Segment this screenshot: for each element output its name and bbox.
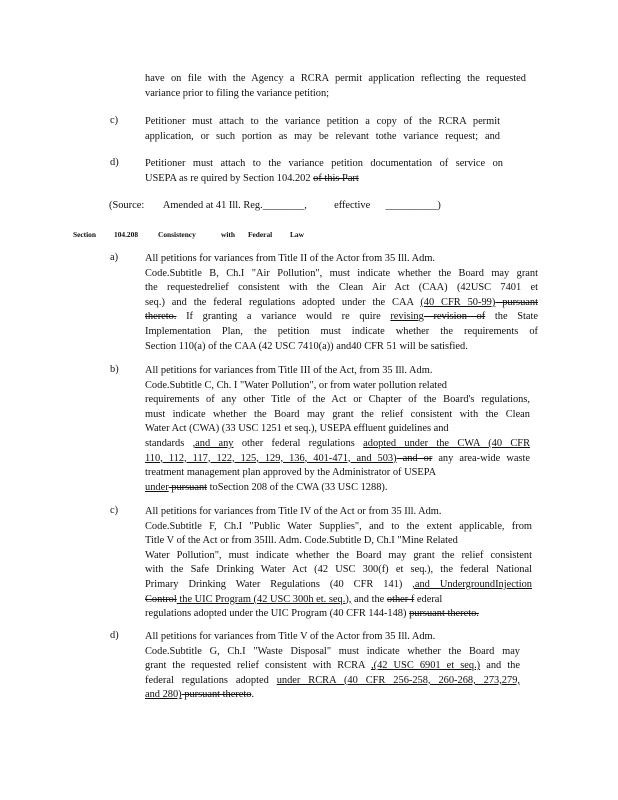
text-line: requirements of any other Title of the Act or Chapter of the Board's regulations, [145, 394, 530, 406]
text-line [145, 452, 530, 467]
text-run: other federal regulations [233, 437, 364, 449]
text-run: If granting a variance would re quire [176, 311, 391, 323]
underlined-text: 110, 112, 117, 122, 125, 129, 136, 401-471, and 503) [145, 452, 397, 464]
text-line [145, 607, 532, 622]
source-line [109, 199, 439, 214]
text-line [145, 310, 538, 325]
item-label-d2: d) [110, 630, 119, 641]
item-label-c: c) [110, 115, 119, 126]
section-title-word: Consistency [158, 230, 196, 239]
underlined-text: (42 USC 300h et. seq.), [250, 593, 352, 605]
struck-text: of this Part [313, 172, 359, 184]
text-line [145, 578, 532, 593]
paragraph-a-air [145, 252, 538, 354]
text-line: All petitions for variances from Title IV of the Act or from 35 Ill. Adm. [145, 506, 442, 517]
underlined-text: (40 CFR 50-99) [420, 296, 496, 308]
text-line: Water Pollution", must indicate whether the Board may grant the relief consistent [145, 549, 532, 561]
struck-text: pursuant [495, 296, 538, 308]
text-line: application, or such portion as may be relevant tothe variance request; and [145, 130, 500, 142]
text-run: grant the requested relief consistent with RCRA [145, 660, 372, 672]
text-line [145, 688, 520, 703]
underlined-text: ,(42 USC 6901 et seq.) [371, 660, 481, 672]
text-line: All petitions for variances from Title II of the Actor from 35 Ill. Adm. [145, 253, 436, 264]
text-line: treatment management plan approved by the Administrator of USEPA [145, 467, 437, 479]
text-line: the requestedrelief consistent with the Clean Air Act (CAA) (42USC 7401 et [145, 282, 538, 294]
item-label-d: d) [110, 157, 119, 168]
paragraph-d-waste [145, 630, 520, 703]
underlined-text: adopted under the CWA (40 CFR [363, 437, 531, 449]
text-run: toSection 208 of the CWA (33 USC 1288). [207, 481, 388, 493]
section-title-word: Federal [248, 230, 273, 239]
source-note [109, 199, 439, 214]
section-word: Section [73, 230, 96, 239]
text-line: Water Act (CWA) (33 USC 1251 et seq.), USEPA effluent guidelines and [145, 423, 449, 435]
struck-text: pursuant [168, 481, 208, 493]
struck-text: thereto. [145, 311, 177, 323]
continuation-paragraph [145, 72, 526, 101]
text-line [145, 296, 538, 311]
underlined-text: revising [390, 311, 424, 323]
paragraph-d-service [145, 157, 503, 186]
struck-text: Control [145, 593, 177, 605]
text-line [145, 172, 503, 187]
text-run: standards [145, 437, 193, 449]
underlined-text: under RCRA (40 CFR 256-258, 260-268, 273,279, [276, 674, 520, 686]
text-line: All petitions for variances from Title V of the Actor from 35 Ill. Adm. [145, 631, 436, 642]
close-paren: ) [437, 200, 441, 211]
underlined-text: ,and any [192, 437, 234, 449]
text-line: with the Safe Drinking Water Act (42 USC 300(f) et seq.), the federal National [145, 564, 532, 576]
struck-text: pursuant thereto [181, 689, 252, 701]
text-run: . [251, 689, 255, 701]
text-line: Title V of the Act or from 35Ill. Adm. Code.Subtitle D, Ch.I "Mine Related [145, 535, 458, 547]
text-line: have on file with the Agency a RCRA permit application reflecting the requested [145, 73, 526, 84]
underlined-text: and 280) [145, 689, 182, 701]
text-line: variance prior to filing the variance petition; [145, 87, 330, 99]
text-line: Implementation Plan, the petition must indicate whether the requirements of [145, 325, 538, 337]
underlined-text: UndergroundInjection [429, 578, 532, 590]
text-line: Code.Subtitle F, Ch.I "Public Water Supplies", and to the extent applicable, from [145, 520, 532, 532]
section-title-word: Law [290, 230, 304, 239]
struck-text: revision of [423, 311, 486, 323]
text-run: Primary Drinking Water Regulations (40 CFR 141) [145, 578, 413, 590]
comma: , [304, 200, 307, 211]
text-run: regulations adopted under the UIC Program (40 CFR 144-148) [145, 608, 410, 620]
struck-text: other f [386, 593, 415, 605]
text-line: must indicate whether the Board may grant the relief consistent with the Clean [145, 408, 530, 420]
text-line: Petitioner must attach to the variance petition documentation of service on [145, 158, 503, 169]
underlined-text: under [145, 481, 169, 493]
text-line [145, 437, 530, 452]
text-line: Petitioner must attach to the variance petition a copy of the RCRA permit [145, 116, 500, 127]
text-run: and the [480, 660, 520, 672]
blank-field: ________ [262, 200, 305, 211]
section-number: 104.208 [114, 230, 139, 239]
source-label: (Source: [109, 200, 145, 211]
blank-field: __________ [385, 200, 438, 211]
paragraph-c-drinking-water [145, 505, 532, 622]
text-run: seq.) and the federal regulations adopted under the CAA [145, 296, 421, 308]
underlined-text: the UIC Program [176, 593, 251, 605]
item-label-c2: c) [110, 505, 119, 516]
text-run: and the [351, 593, 387, 605]
struck-text: pursuant thereto. [409, 608, 479, 620]
text-run: the State [485, 311, 539, 323]
paragraph-c-rcra [145, 115, 500, 144]
text-run: ederal [414, 593, 443, 605]
text-line: Code.Subtitle G, Ch.I "Waste Disposal" must indicate whether the Board may [145, 645, 520, 657]
paragraph-b-water [145, 364, 530, 495]
text-line [145, 674, 520, 689]
text-line [145, 593, 532, 608]
text-run: USEPA as re quired by Section 104.202 [145, 172, 314, 184]
text-line: All petitions for variances from Title III of the Act, from 35 Ill. Adm. [145, 365, 433, 376]
underlined-text: ,and [412, 578, 430, 590]
text-run: any area-wide waste [432, 452, 530, 464]
struck-text: and or [396, 452, 433, 464]
section-title-word: with [221, 230, 235, 239]
text-line [145, 659, 520, 674]
text-run: federal regulations adopted [145, 674, 277, 686]
text-line: Code.Subtitle C, Ch. I "Water Pollution", or from water pollution related [145, 379, 447, 391]
text-line: Code.Subtitle B, Ch.I "Air Pollution", must indicate whether the Board may grant [145, 267, 538, 279]
item-label-b: b) [110, 364, 119, 375]
item-label-a: a) [110, 252, 119, 263]
effective-text: effective [334, 200, 371, 211]
text-line: Section 110(a) of the CAA (42 USC 7410(a)) and40 CFR 51 will be satisfied. [145, 340, 468, 352]
amended-text: Amended at 41 Ill. Reg. [162, 200, 263, 211]
text-line [145, 481, 530, 496]
